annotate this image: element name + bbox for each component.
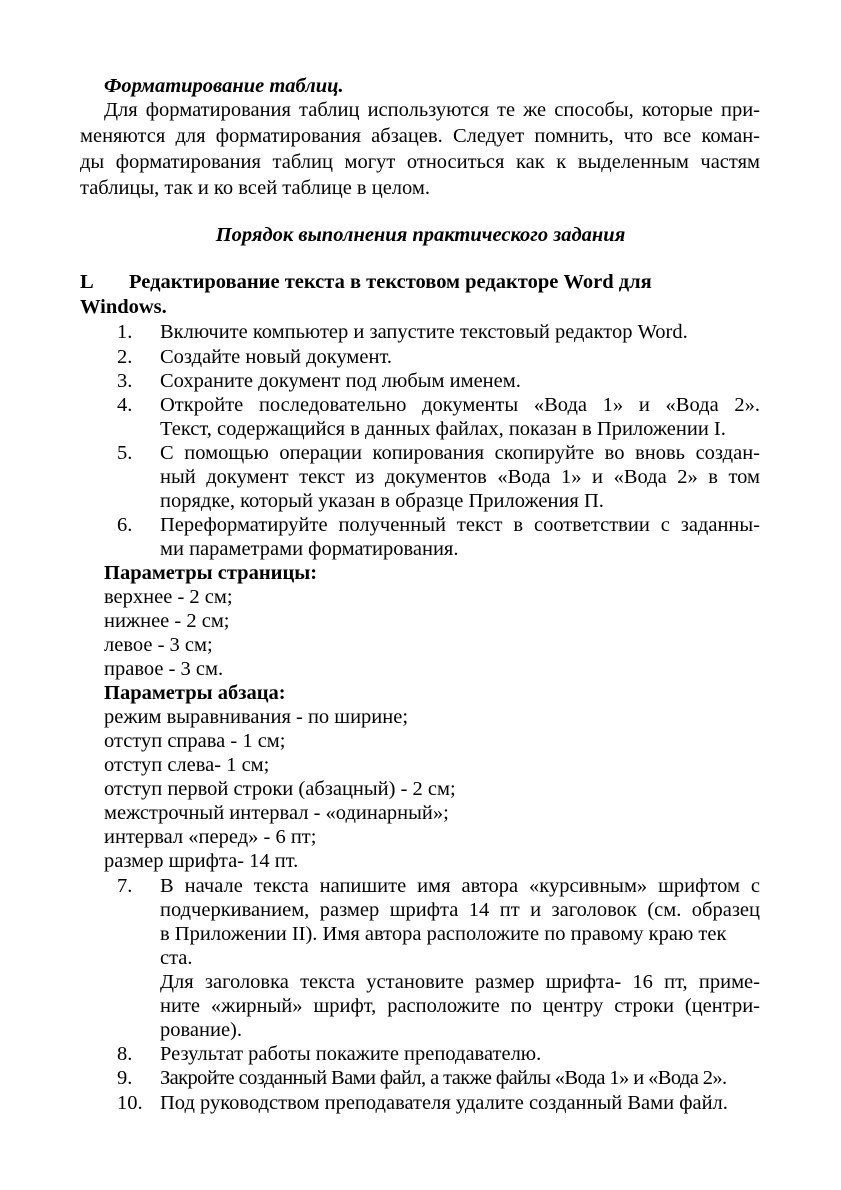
step-text: в Приложении II). Имя автора расположите по правому краю тек [160, 923, 727, 945]
paragraph-line: ды форматирования таблиц могут относиться как к выделенным частям [80, 151, 760, 173]
step-text: Для заголовка текста установите размер шрифта- 16 пт, приме- [160, 971, 760, 993]
param-item: левое - 3 см; [104, 634, 213, 656]
step-number: 7. [117, 875, 133, 897]
step-number: 5. [117, 442, 133, 464]
part-title-continued: Windows. [80, 296, 167, 318]
step-number: 3. [117, 370, 133, 392]
param-item: отступ первой строки (абзацный) - 2 см; [104, 778, 456, 800]
step-text: Откройте последовательно документы «Вода 1» и «Вода 2». [160, 394, 760, 416]
step-number: 2. [117, 346, 133, 368]
param-item: отступ справа - 1 см; [104, 730, 286, 752]
step-text: Сохраните документ под любым именем. [160, 370, 521, 392]
paragraph-line: таблицы, так и ко всей таблице в целом. [80, 177, 430, 199]
part-title: Редактирование текста в текстовом редакторе Word для [129, 271, 652, 293]
param-item: нижнее - 2 см; [104, 610, 230, 632]
step-number: 1. [117, 321, 133, 343]
part-number: L [80, 271, 94, 293]
paragraph-line: меняются для форматирования абзацев. Следует помнить, что все коман- [80, 125, 760, 147]
step-text: Закройте созданный Вами файл, а также файлы «Вода 1» и «Вода 2». [160, 1067, 727, 1089]
step-text: Результат работы покажите преподавателю. [160, 1043, 542, 1065]
paragraph-line: Для форматирования таблиц используются те же способы, которые при- [104, 99, 760, 121]
param-item: интервал «перед» - 6 пт; [104, 826, 317, 848]
step-number: 8. [117, 1043, 133, 1065]
step-text: Под руководством преподавателя удалите созданный Вами файл. [160, 1092, 728, 1114]
step-text: Создайте новый документ. [160, 346, 393, 368]
step-text: рование). [160, 1019, 242, 1041]
param-item: отступ слева- 1 см; [104, 754, 270, 776]
step-text: Текст, содержащийся в данных файлах, показан в Приложении I. [160, 418, 726, 440]
step-text: В начале текста напишите имя автора «курсивным» шрифтом с [160, 875, 760, 897]
step-number: 4. [117, 394, 133, 416]
step-text: ста. [160, 947, 193, 969]
param-item: режим выравнивания - по ширине; [104, 706, 409, 728]
section-title-table-formatting: Форматирование таблиц. [104, 75, 344, 97]
step-number: 10. [117, 1092, 143, 1114]
param-item: размер шрифта- 14 пт. [104, 850, 299, 872]
step-text: ный документ текст из документов «Вода 1» и «Вода 2» в том [160, 466, 760, 488]
section-title-procedure: Порядок выполнения практического задания [215, 224, 626, 246]
step-text: С помощью операции копирования скопируйте во вновь создан- [160, 442, 760, 464]
step-number: 6. [117, 514, 133, 536]
step-text: порядке, который указан в образце Приложения П. [160, 490, 604, 512]
step-text: Переформатируйте полученный текст в соответствии с заданны- [160, 514, 760, 536]
param-item: межстрочный интервал - «одинарный»; [104, 802, 449, 824]
step-number: 9. [117, 1067, 133, 1089]
page-params-heading: Параметры страницы: [104, 562, 318, 584]
para-params-heading: Параметры абзаца: [104, 682, 286, 704]
param-item: правое - 3 см. [104, 658, 224, 680]
step-text: ми параметрами форматирования. [160, 538, 459, 560]
step-text: подчеркиванием, размер шрифта 14 пт и заголовок (см. образец [160, 899, 760, 921]
param-item: верхнее - 2 см; [104, 586, 233, 608]
step-text: Включите компьютер и запустите текстовый редактор Word. [160, 321, 688, 343]
step-text: ните «жирный» шрифт, расположите по центру строки (центри- [160, 995, 760, 1017]
